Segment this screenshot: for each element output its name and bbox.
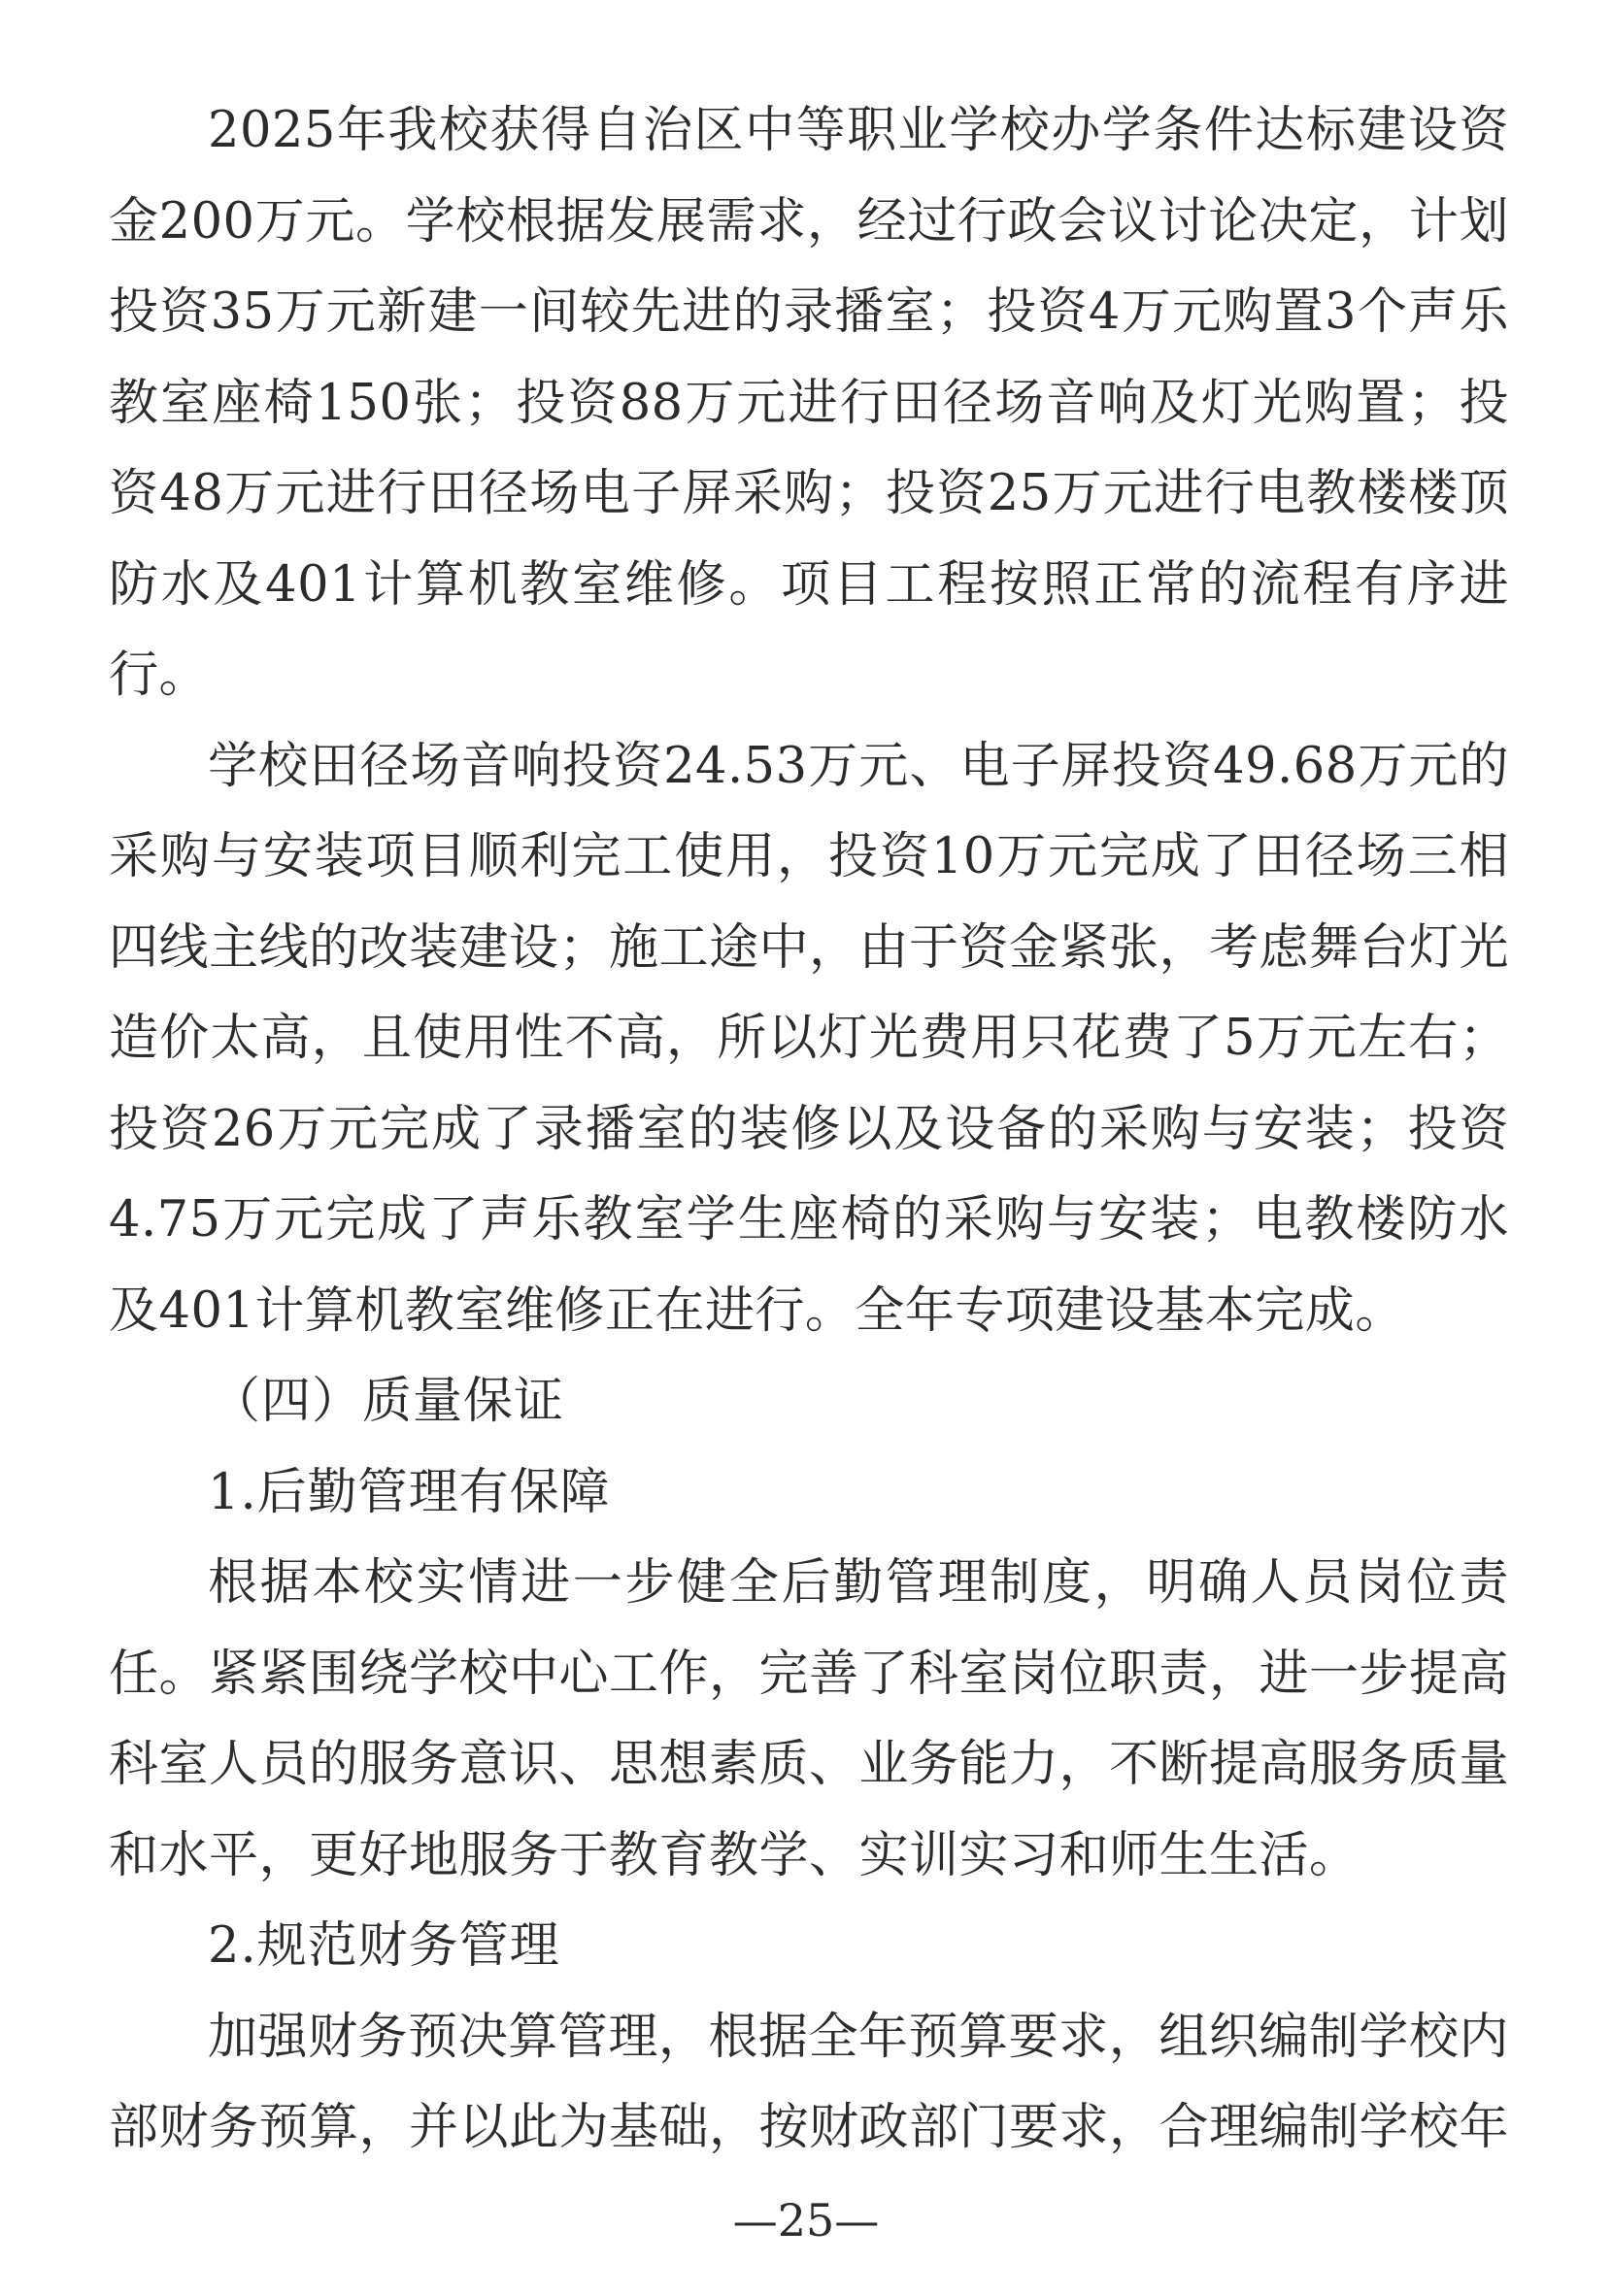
paragraph-logistics: 根据本校实情进一步健全后勤管理制度，明确人员岗位责任。紧紧围绕学校中心工作，完善了科室岗位职责，进一步提高科室人员的服务意识、思想素质、业务能力，不断提高服务质量和水平，更好地服务于教育教学、实训实习和师生生活。 [109,1554,1510,1884]
page-number: —25— [732,2194,880,2246]
page-body [109,85,1509,2174]
subsection-heading-finance: 2.规范财务管理 [208,1917,560,1975]
paragraph-finance: 加强财务预决算管理，根据全年预算要求，组织编制学校内部财务预算，并以此为基础，按财政部门要求，合理编制学校年 [109,2008,1510,2156]
paragraph-implementation: 学校田径场音响投资24.53万元、电子屏投资49.68万元的采购与安装项目顺利完工使用，投资10万元完成了田径场三相四线主线的改装建设；施工途中，由于资金紧张，考虑舞台灯光造价太高，且使用性不高，所以灯光费用只花费了5万元左右；投资26万元完成了录播室的装修以及设备的采购与安装；投资4.75万元完成了声乐教室学生座椅的采购与安装；电教楼防水及401计算机教室维修正在进行。全年专项建设基本完成。 [109,737,1510,1340]
subsection-heading-logistics: 1.后勤管理有保障 [208,1463,611,1521]
section-heading-quality: （四）质量保证 [211,1373,565,1430]
paragraph-funding: 2025年我校获得自治区中等职业学校办学条件达标建设资金200万元。学校根据发展需求，经过行政会议讨论决定，计划投资35万元新建一间较先进的录播室；投资4万元购置3个声乐教室座椅150张；投资88万元进行田径场音响及灯光购置；投资48万元进行田径场电子屏采购；投资25万元进行电教楼楼顶防水及401计算机教室维修。项目工程按照正常的流程有序进行。 [109,102,1509,704]
